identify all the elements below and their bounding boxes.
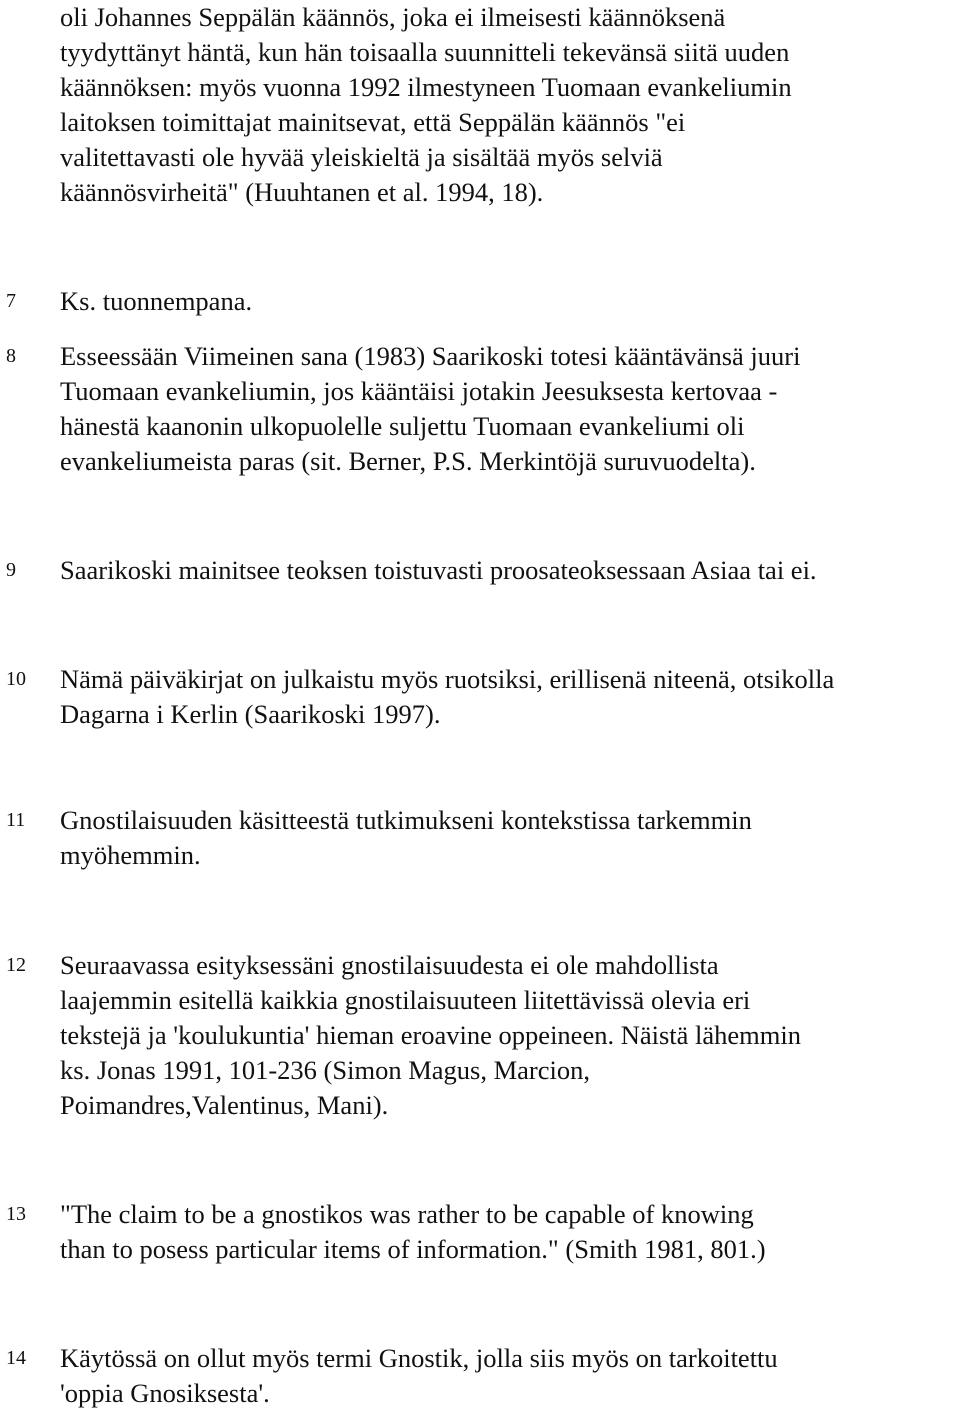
footnote-text-line: laajemmin esitellä kaikkia gnostilaisuuteen liitettävissä olevia eri xyxy=(60,985,751,1015)
footnote-text-line: 'oppia Gnosiksesta'. xyxy=(60,1378,270,1408)
footnote-number: 9 xyxy=(6,559,16,581)
text-line: tyydyttänyt häntä, kun hän toisaalla suunnitteli tekevänsä siitä uuden xyxy=(60,37,790,67)
text-line: käännösvirheitä" (Huuhtanen et al. 1994, 18). xyxy=(60,177,544,207)
footnote-number: 7 xyxy=(6,290,16,312)
footnote-text-line: Dagarna i Kerlin (Saarikoski 1997). xyxy=(60,699,441,729)
footnote-text-line: Saarikoski mainitsee teoksen toistuvasti proosateoksessaan Asiaa tai ei. xyxy=(60,555,817,585)
footnote-text-line: hänestä kaanonin ulkopuolelle suljettu Tuomaan evankeliumi oli xyxy=(60,411,745,441)
footnote-text-line: Tuomaan evankeliumin, jos kääntäisi jotakin Jeesuksesta kertovaa - xyxy=(60,376,778,406)
footnote-text-line: Poimandres,Valentinus, Mani). xyxy=(60,1090,389,1120)
footnote-text-line: tekstejä ja 'koulukuntia' hieman eroavine oppeineen. Näistä lähemmin xyxy=(60,1020,802,1050)
footnote-text-line: evankeliumeista paras (sit. Berner, P.S. Merkintöjä suruvuodelta). xyxy=(60,446,756,476)
footnote-text-line: myöhemmin. xyxy=(60,840,201,870)
footnote-text-line: Seuraavassa esityksessäni gnostilaisuudesta ei ole mahdollista xyxy=(60,950,719,980)
footnote-text-line: Esseessään Viimeinen sana (1983) Saarikoski totesi kääntävänsä juuri xyxy=(60,341,801,371)
footnote-text-line: than to posess particular items of information." (Smith 1981, 801.) xyxy=(60,1234,766,1264)
footnote-number: 14 xyxy=(6,1347,26,1369)
footnote-number: 12 xyxy=(6,954,26,976)
footnote-number: 8 xyxy=(6,345,16,367)
footnote-number: 10 xyxy=(6,668,26,690)
footnote-number: 11 xyxy=(6,809,26,831)
footnote-number: 13 xyxy=(6,1203,26,1225)
footnote-text-line: Nämä päiväkirjat on julkaistu myös ruotsiksi, erillisenä niteenä, otsikolla xyxy=(60,664,835,694)
text-line: laitoksen toimittajat mainitsevat, että Seppälän käännös "ei xyxy=(60,107,686,137)
text-line: valitettavasti ole hyvää yleiskieltä ja sisältää myös selviä xyxy=(60,142,663,172)
text-line: käännöksen: myös vuonna 1992 ilmestyneen Tuomaan evankeliumin xyxy=(60,72,792,102)
text-line: oli Johannes Seppälän käännös, joka ei ilmeisesti käännöksenä xyxy=(60,2,726,32)
footnote-text-line: Käytössä on ollut myös termi Gnostik, jolla siis myös on tarkoitettu xyxy=(60,1343,778,1373)
footnote-text-line: ks. Jonas 1991, 101-236 (Simon Magus, Marcion, xyxy=(60,1055,590,1085)
footnote-text-line: Ks. tuonnempana. xyxy=(60,286,253,316)
footnote-text-line: "The claim to be a gnostikos was rather to be capable of knowing xyxy=(60,1199,754,1229)
footnote-text-line: Gnostilaisuuden käsitteestä tutkimukseni kontekstissa tarkemmin xyxy=(60,805,752,835)
